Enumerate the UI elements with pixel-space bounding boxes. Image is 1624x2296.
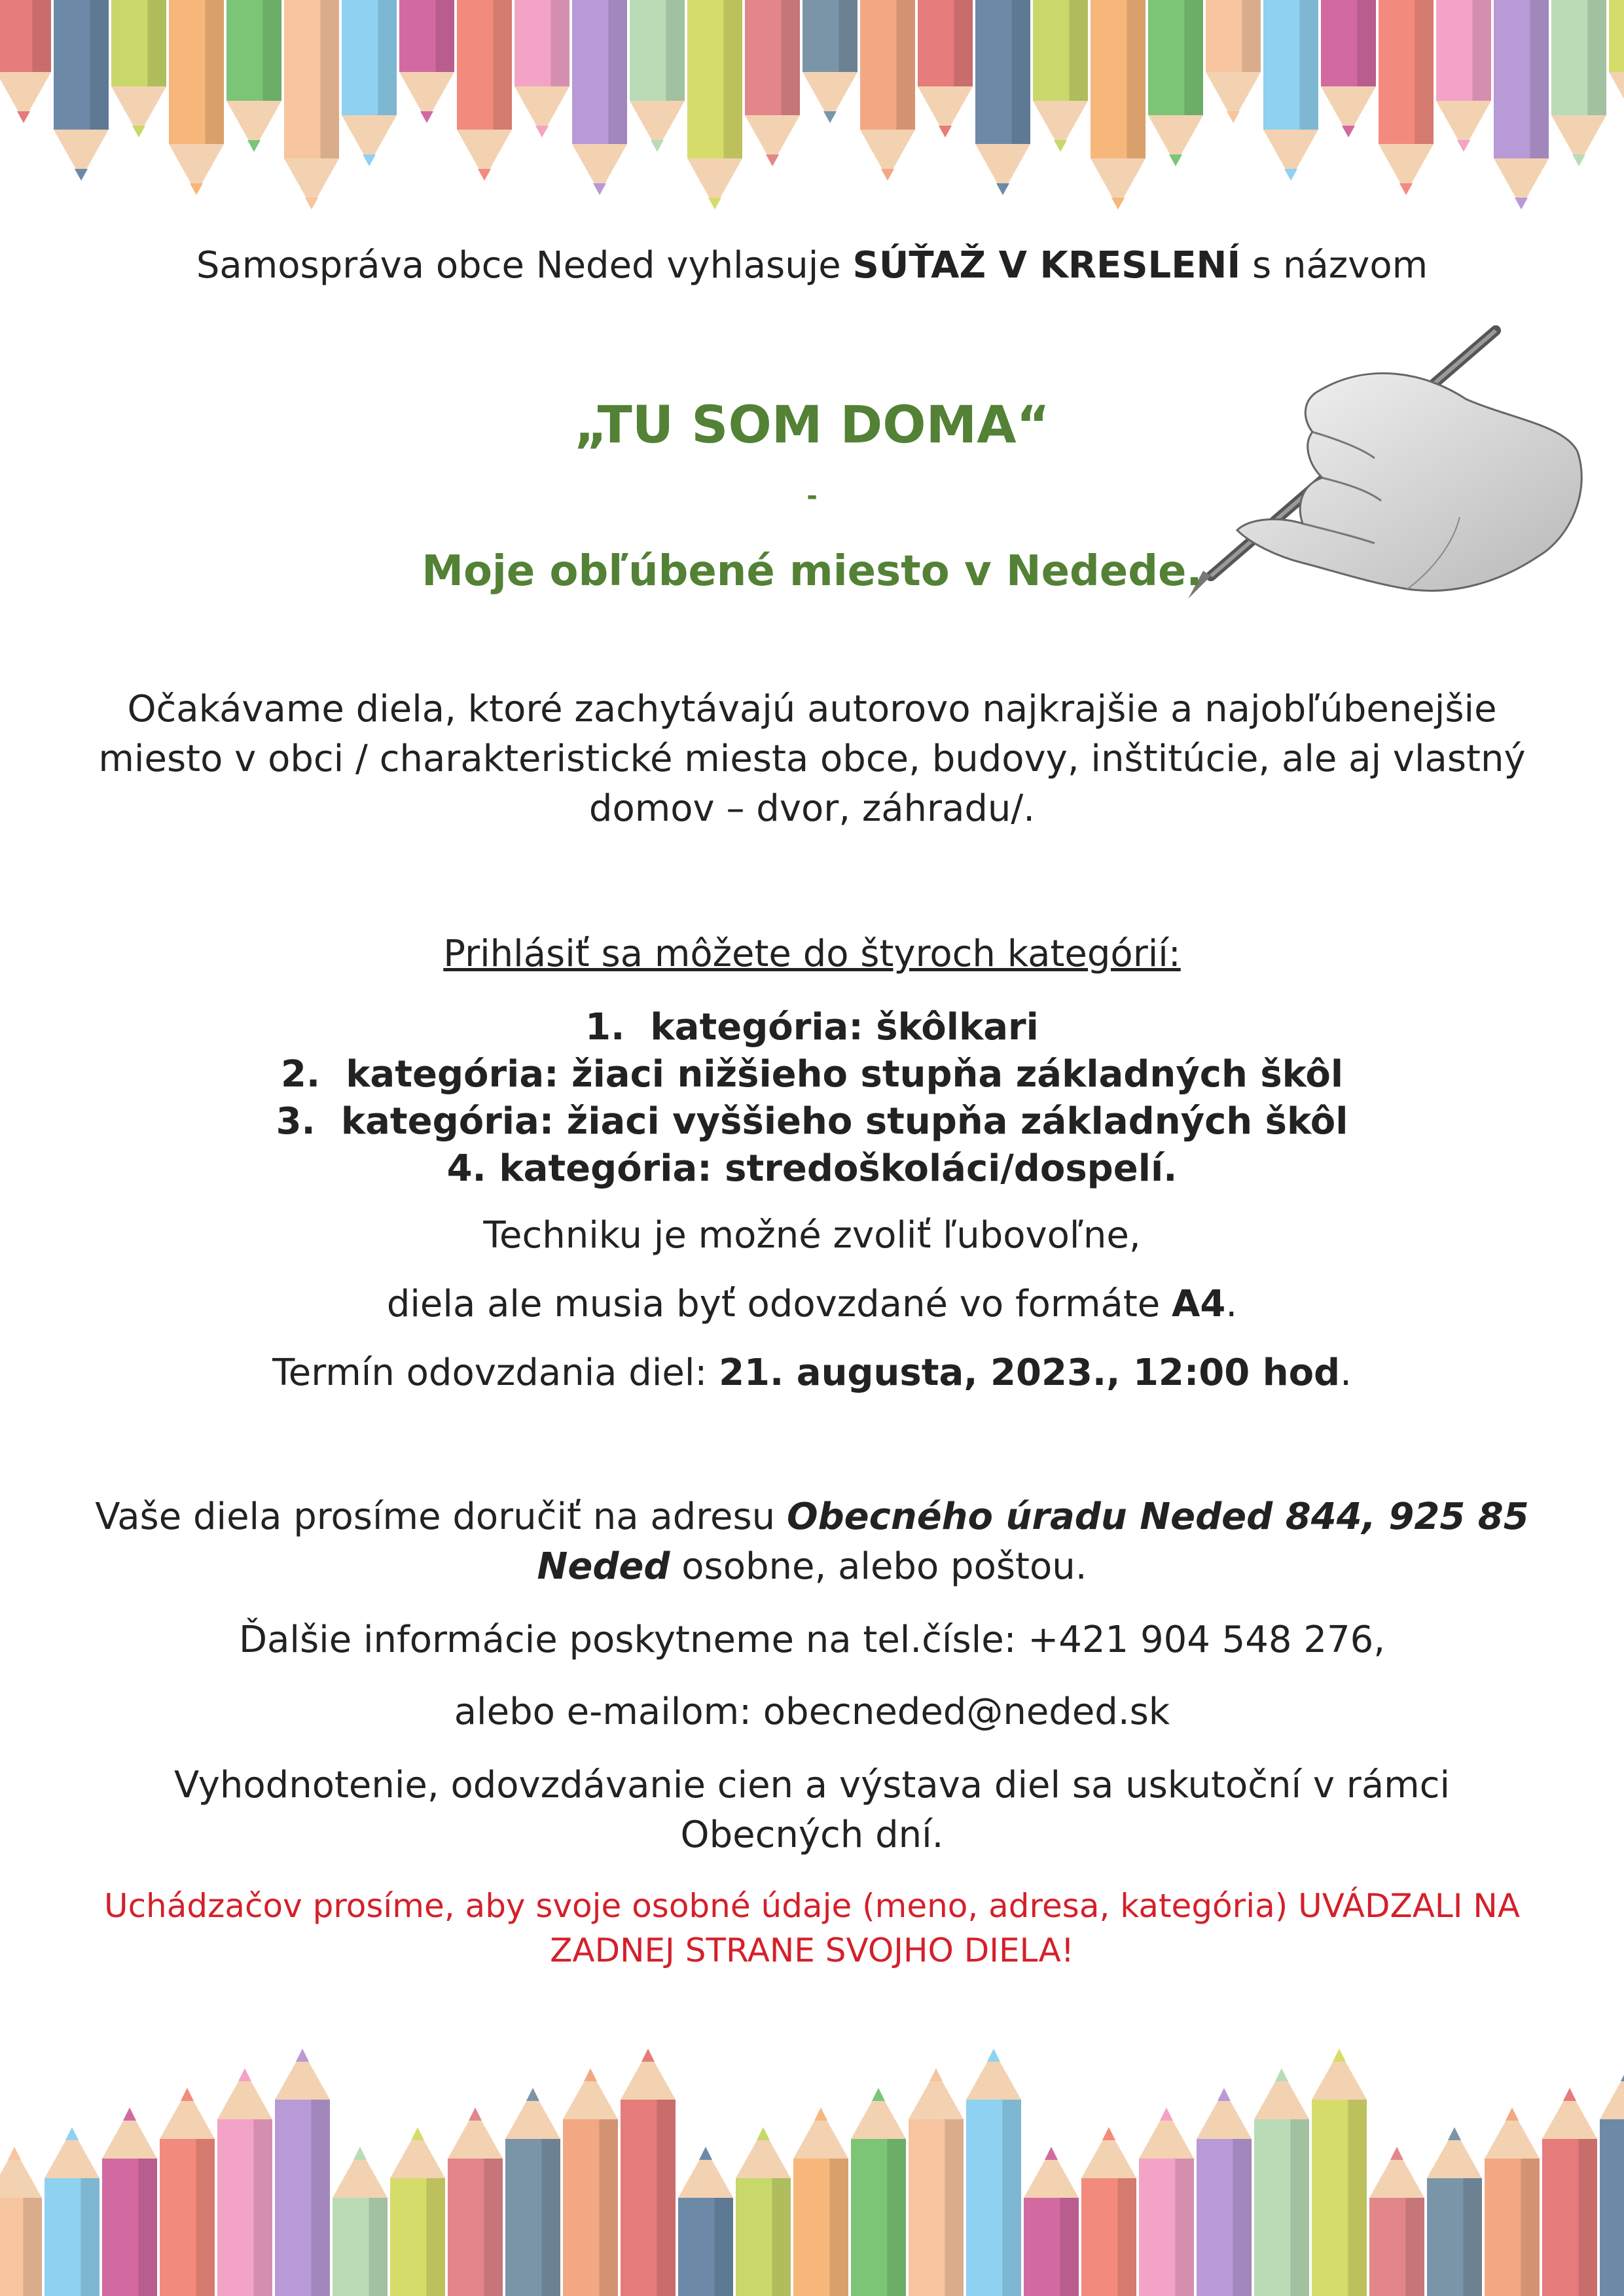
- top-pencil-border: [0, 0, 1624, 249]
- pencil-icon: [572, 0, 627, 195]
- pencil-icon: [687, 0, 742, 209]
- pencil-icon: [1494, 0, 1549, 209]
- contact-phone: Ďalšie informácie poskytneme na tel.čísle: +421 904 548 276,: [238, 1619, 1386, 1661]
- intro-prefix: Samospráva obce Neded vyhlasuje: [196, 244, 853, 287]
- pencil-icon: [1139, 2108, 1194, 2296]
- pencil-icon: [217, 2068, 272, 2296]
- pencil-icon: [1081, 2127, 1136, 2296]
- description-line-3: domov – dvor, záhradu/.: [588, 787, 1036, 830]
- description: [0, 685, 1624, 834]
- pencil-icon: [678, 2147, 733, 2296]
- pencil-icon: [630, 0, 685, 152]
- description-line-1: Očakávame diela, ktoré zachytávajú autorovo najkrajšie a najobľúbenejšie: [127, 688, 1497, 730]
- address-line-2: [0, 1542, 1624, 1592]
- pencil-icon: [514, 0, 569, 137]
- category-item: [0, 1004, 1624, 1051]
- pencil-icon: [851, 2088, 906, 2296]
- notice-line-1: Uchádzačov prosíme, aby svoje osobné údaje (meno, adresa, kategória) UVÁDZALI NA: [103, 1887, 1521, 1925]
- bottom-pencil-border: [0, 2029, 1624, 2296]
- pencil-icon: [169, 0, 224, 195]
- pencil-icon: [1321, 0, 1376, 137]
- address-suffix: osobne, alebo poštou.: [670, 1545, 1087, 1588]
- pencil-icon: [1427, 2127, 1482, 2296]
- pencil-icon: [621, 2049, 676, 2296]
- pencil-icon: [0, 0, 51, 123]
- address-line-1: [0, 1492, 1624, 1542]
- pencil-icon: [111, 0, 166, 137]
- categories-heading: [0, 929, 1624, 979]
- category-item: [0, 1145, 1624, 1193]
- pencil-icon: [966, 2049, 1021, 2296]
- pencil-icon: [1436, 0, 1491, 152]
- pencil-icon: [1609, 0, 1624, 123]
- format-suffix: .: [1225, 1283, 1238, 1325]
- pencil-icon: [1369, 2147, 1424, 2296]
- category-text: kategória: škôlkari: [650, 1006, 1039, 1049]
- pencil-icon: [745, 0, 800, 166]
- description-line-2: miesto v obci / charakteristické miesta obce, budovy, inštitúcie, ale aj vlastný: [98, 738, 1526, 780]
- pencil-icon: [275, 2049, 330, 2296]
- pencil-icon: [909, 2068, 964, 2296]
- pencil-icon: [390, 2127, 445, 2296]
- pencil-icon: [226, 0, 281, 152]
- pencil-icon: [1254, 2068, 1309, 2296]
- subtitle: Moje obľúbené miesto v Nedede.: [422, 547, 1202, 596]
- address-value-2: Neded: [537, 1545, 670, 1588]
- pencil-icon: [736, 2127, 791, 2296]
- notice-line-2: ZADNEJ STRANE SVOJHO DIELA!: [550, 1931, 1074, 1969]
- format-line: [0, 1280, 1624, 1329]
- pencil-icon: [1148, 0, 1203, 166]
- pencil-icon: [1551, 0, 1606, 166]
- pencil-icon: [102, 2108, 157, 2296]
- deadline-line: [0, 1348, 1624, 1398]
- address-value-1: Obecného úradu Neded 844, 925 85: [786, 1496, 1529, 1538]
- category-number: 3.: [276, 1100, 316, 1143]
- category-text: kategória: žiaci nižšieho stupňa základných škôl: [346, 1053, 1344, 1096]
- pencil-icon: [918, 0, 973, 137]
- pencil-icon: [45, 2127, 99, 2296]
- title-dash: -: [806, 481, 818, 511]
- contact-email: alebo e-mailom: obecneded@neded.sk: [454, 1691, 1170, 1733]
- pencil-icon: [1033, 0, 1088, 152]
- intro-suffix: s názvom: [1240, 244, 1428, 287]
- pencil-icon: [975, 0, 1030, 195]
- pencil-icon: [1206, 0, 1261, 123]
- pencil-icon: [284, 0, 339, 209]
- pencil-icon: [1312, 2049, 1367, 2296]
- category-item: [0, 1051, 1624, 1098]
- category-number: 4.: [446, 1147, 486, 1190]
- categories-list: [0, 1004, 1624, 1193]
- evaluation-line-2: Obecných dní.: [680, 1814, 944, 1856]
- deadline-suffix: .: [1340, 1352, 1352, 1394]
- pencil-icon: [342, 0, 397, 166]
- pencil-icon: [448, 2108, 503, 2296]
- technique-line: Techniku je možné zvoliť ľubovoľne,: [483, 1214, 1141, 1257]
- pencil-icon: [457, 0, 512, 181]
- categories-heading-text: Prihlásiť sa môžete do štyroch kategórií:: [443, 933, 1181, 975]
- evaluation-line-1: Vyhodnotenie, odovzdávanie cien a výstava diel sa uskutoční v rámci: [173, 1764, 1451, 1806]
- deadline-value: 21. augusta, 2023., 12:00 hod: [719, 1352, 1341, 1394]
- category-text: kategória: stredoškoláci/dospelí.: [499, 1147, 1178, 1190]
- notice-block: [0, 1884, 1624, 1973]
- pencil-icon: [1379, 0, 1434, 195]
- format-prefix: diela ale musia byť odovzdané vo formáte: [386, 1283, 1172, 1325]
- pencil-icon: [160, 2088, 215, 2296]
- pencil-icon: [54, 0, 109, 181]
- pencil-icon: [1024, 2147, 1079, 2296]
- pencil-icon: [1600, 2068, 1624, 2296]
- pencil-icon: [333, 2147, 388, 2296]
- pencil-icon: [563, 2068, 618, 2296]
- evaluation-block: [0, 1761, 1624, 1860]
- pencil-icon: [1542, 2088, 1597, 2296]
- pencil-icon: [1485, 2108, 1540, 2296]
- pencil-icon: [860, 0, 915, 181]
- address-prefix: Vaše diela prosíme doručiť na adresu: [95, 1496, 787, 1538]
- address-block: [0, 1492, 1624, 1592]
- pencil-icon: [1091, 0, 1146, 209]
- category-text: kategória: žiaci vyššieho stupňa základných škôl: [340, 1100, 1348, 1143]
- intro-line: [0, 241, 1624, 291]
- pencil-icon: [1263, 0, 1318, 181]
- pencil-icon: [1197, 2088, 1252, 2296]
- pencil-icon: [803, 0, 857, 123]
- category-number: 2.: [280, 1053, 321, 1096]
- category-number: 1.: [585, 1006, 625, 1049]
- deadline-prefix: Termín odovzdania diel:: [272, 1352, 719, 1394]
- contest-name: SÚŤAŽ V KRESLENÍ: [852, 244, 1241, 287]
- page-title: „TU SOM DOMA“: [574, 396, 1050, 455]
- pencil-icon: [793, 2108, 848, 2296]
- format-value: A4: [1172, 1283, 1226, 1325]
- pencil-icon: [0, 2147, 42, 2296]
- pencil-icon: [505, 2088, 560, 2296]
- category-item: [0, 1098, 1624, 1145]
- pencil-icon: [399, 0, 454, 123]
